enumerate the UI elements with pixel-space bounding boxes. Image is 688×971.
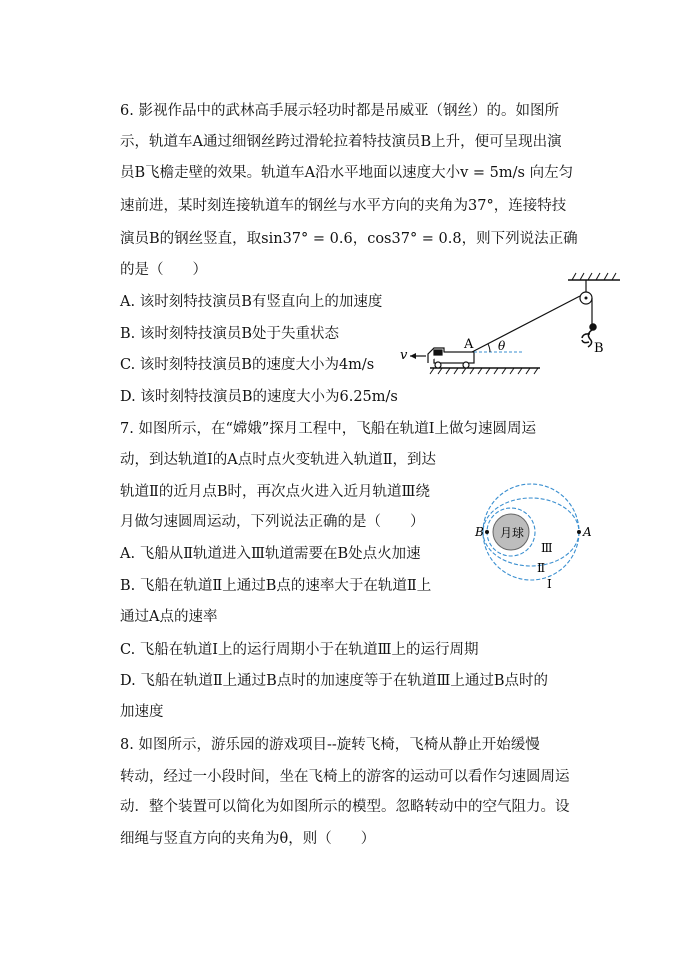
q8-stem-line-1: 8. 如图所示，游乐园的游戏项目--旋转飞椅，飞椅从静止开始缓慢 — [120, 737, 540, 753]
q8-stem-line-4: 细绳与竖直方向的夹角为θ，则（ ） — [120, 831, 376, 847]
q7-stem-line-2: 动，到达轨道Ⅰ的A点时点火变轨进入轨道Ⅱ，到达 — [120, 452, 437, 468]
q6-stem-line-1: 6. 影视作品中的武林高手展示轻功时都是吊威亚（钢丝）的。如图所 — [120, 103, 559, 119]
label-a: A — [464, 337, 474, 352]
q7-option-c[interactable]: C. 飞船在轨道Ⅰ上的运行周期小于在轨道Ⅲ上的运行周期 — [120, 642, 479, 658]
q8-stem-line-3: 动．整个装置可以简化为如图所示的模型。忽略转动中的空气阻力。设 — [120, 799, 570, 815]
q7-stem-line-4: 月做匀速圆周运动，下列说法正确的是（ ） — [120, 514, 425, 530]
label-b-point: B — [475, 525, 484, 539]
q6-stem-line-5: 演员B的钢丝竖直，取sin37° = 0.6，cos37° = 0.8，则下列说法正确 — [120, 231, 578, 247]
q6-stem-line-6: 的是（ ） — [120, 262, 207, 278]
orbit-1-label: Ⅰ — [547, 577, 552, 590]
label-v: v — [400, 348, 408, 363]
q7-option-b[interactable]: B. 飞船在轨道Ⅱ上通过B点的速率大于在轨道Ⅱ上 — [120, 578, 432, 594]
q7-stem-line-1: 7. 如图所示，在“嫦娥”探月工程中，飞船在轨道Ⅰ上做匀速圆周运 — [120, 421, 536, 437]
q6-option-b[interactable]: B. 该时刻特技演员B处于失重状态 — [120, 326, 340, 342]
orbit-3-label: Ⅲ — [541, 541, 553, 555]
q6-option-a[interactable]: A. 该时刻特技演员B有竖直向上的加速度 — [120, 294, 383, 310]
q7-figure-orbits — [465, 470, 605, 590]
q7-option-d[interactable]: D. 飞船在轨道Ⅱ上通过B点时的加速度等于在轨道Ⅲ上通过B点时的 — [120, 673, 548, 689]
q6-stem-line-2: 示，轨道车A通过细钢丝跨过滑轮拉着特技演员B上升，便可呈现出演 — [120, 134, 562, 150]
q6-option-c[interactable]: C. 该时刻特技演员B的速度大小为4m/s — [120, 357, 375, 373]
label-theta: θ — [498, 339, 506, 353]
label-a-point: A — [583, 525, 592, 539]
q7-stem-line-3: 轨道Ⅱ的近月点B时，再次点火进入近月轨道Ⅲ绕 — [120, 484, 430, 500]
q7-option-d-cont: 加速度 — [120, 704, 164, 720]
q6-figure-cart-pulley — [390, 268, 620, 388]
q7-option-a[interactable]: A. 飞船从Ⅱ轨道进入Ⅲ轨道需要在B处点火加速 — [120, 546, 421, 562]
q6-option-d[interactable]: D. 该时刻特技演员B的速度大小为6.25m/s — [120, 389, 398, 405]
label-b: B — [594, 341, 604, 356]
moon-label: 月球 — [500, 526, 525, 540]
q8-stem-line-2: 转动，经过一小段时间，坐在飞椅上的游客的运动可以看作匀速圆周运 — [120, 769, 570, 785]
orbit-2-label: Ⅱ — [537, 561, 546, 575]
q6-stem-line-3: 员B飞檐走壁的效果。轨道车A沿水平地面以速度大小v = 5m/s 向左匀 — [120, 165, 574, 181]
q6-stem-line-4: 速前进，某时刻连接轨道车的钢丝与水平方向的夹角为37°，连接特技 — [120, 198, 567, 214]
q7-option-b-cont: 通过A点的速率 — [120, 609, 218, 625]
